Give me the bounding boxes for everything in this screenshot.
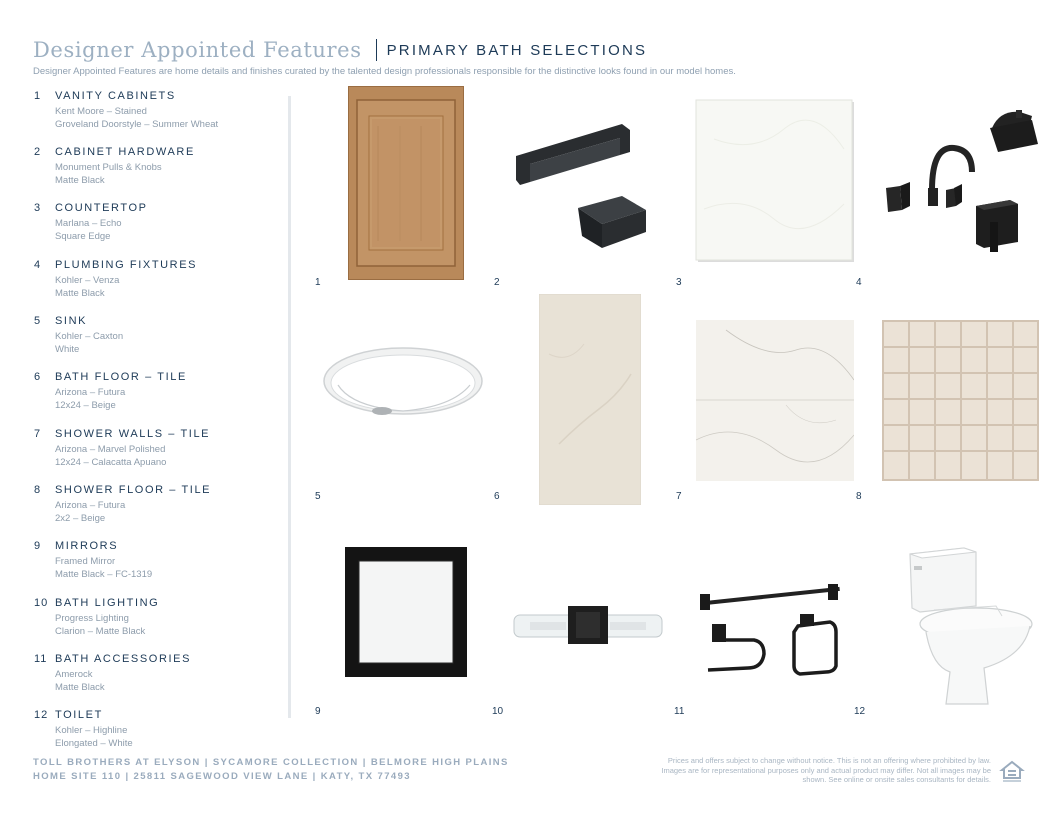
selection-title: SHOWER FLOOR – TILE	[55, 484, 212, 496]
title-text: Designer Appointed Features	[33, 38, 362, 62]
grid-number: 11	[674, 706, 685, 717]
page-description: Designer Appointed Features are home details and finishes curated by the talented design professionals responsible for the distinctive looks found in our model homes.	[33, 66, 736, 77]
vertical-divider	[288, 96, 291, 718]
grid-number: 3	[676, 277, 682, 288]
selection-detail: Arizona – Futura	[55, 387, 126, 398]
selection-detail: Matte Black – FC-1319	[55, 569, 153, 580]
selection-detail: Matte Black	[55, 288, 105, 299]
grid-number: 12	[854, 706, 866, 717]
bath-accessories-swatch	[698, 580, 842, 680]
title-divider	[376, 39, 377, 61]
vanity-cabinet-swatch	[348, 86, 464, 280]
toilet-swatch	[906, 546, 1036, 708]
selection-number: 11	[34, 653, 48, 665]
selection-title: PLUMBING FIXTURES	[55, 259, 198, 271]
grid-number: 5	[315, 491, 321, 502]
selection-title: MIRRORS	[55, 540, 119, 552]
selection-number: 5	[34, 315, 42, 327]
selection-number: 2	[34, 146, 42, 158]
subtitle-text: PRIMARY BATH SELECTIONS	[386, 41, 648, 59]
selection-number: 3	[34, 202, 42, 214]
selection-detail: Amerock	[55, 669, 93, 680]
selection-detail: 12x24 – Calacatta Apuano	[55, 457, 167, 468]
countertop-swatch	[694, 99, 856, 264]
grid-number: 8	[856, 491, 862, 502]
selection-title: SINK	[55, 315, 88, 327]
selection-detail: Marlana – Echo	[55, 218, 122, 229]
selection-detail: Matte Black	[55, 682, 105, 693]
page-title	[33, 34, 647, 66]
selection-detail: 2x2 – Beige	[55, 513, 106, 524]
selection-title: CABINET HARDWARE	[55, 146, 195, 158]
selection-title: VANITY CABINETS	[55, 90, 176, 102]
selection-title: SHOWER WALLS – TILE	[55, 428, 211, 440]
selection-detail: Matte Black	[55, 175, 105, 186]
selection-number: 1	[34, 90, 42, 102]
grid-number: 10	[492, 706, 504, 717]
selection-title: BATH ACCESSORIES	[55, 653, 192, 665]
grid-number: 2	[494, 277, 500, 288]
selection-detail: Elongated – White	[55, 738, 133, 749]
shower-wall-tile-swatch	[696, 320, 854, 481]
selection-detail: Kent Moore – Stained	[55, 106, 147, 117]
selection-detail: White	[55, 344, 80, 355]
community-info	[33, 756, 509, 784]
selection-detail: Monument Pulls & Knobs	[55, 162, 162, 173]
selection-detail: 12x24 – Beige	[55, 400, 116, 411]
homesite-line: HOME SITE 110 | 25811 SAGEWOOD VIEW LANE | KATY, TX 77493	[33, 771, 411, 782]
selection-title: COUNTERTOP	[55, 202, 148, 214]
selection-detail: Clarion – Matte Black	[55, 626, 146, 637]
selection-title: BATH FLOOR – TILE	[55, 371, 187, 383]
selection-detail: Kohler – Venza	[55, 275, 120, 286]
selection-detail: Arizona – Futura	[55, 500, 126, 511]
community-line: TOLL BROTHERS AT ELYSON | SYCAMORE COLLECTION | BELMORE HIGH PLAINS	[33, 757, 509, 768]
selection-number: 12	[34, 709, 49, 721]
selection-title: BATH LIGHTING	[55, 597, 160, 609]
selection-detail: Progress Lighting	[55, 613, 129, 624]
selection-detail: Groveland Doorstyle – Summer Wheat	[55, 119, 219, 130]
shower-floor-tile-swatch	[882, 320, 1039, 481]
selection-number: 7	[34, 428, 42, 440]
plumbing-fixtures-swatch	[880, 106, 1042, 252]
disclaimer: Prices and offers subject to change without notice. This is not an offering where prohibited by law. Images are for representational purposes only and actual product may differ. Not all images may be shown. See online or onsite sales consultants for details.	[661, 756, 991, 784]
grid-number: 1	[315, 277, 321, 288]
mirror-swatch	[345, 547, 467, 677]
cabinet-hardware-swatch	[512, 120, 662, 255]
selection-detail: Kohler – Caxton	[55, 331, 124, 342]
bath-floor-tile-swatch	[539, 294, 641, 505]
selection-detail: Arizona – Marvel Polished	[55, 444, 166, 455]
selection-number: 8	[34, 484, 42, 496]
selection-number: 10	[34, 597, 49, 609]
selection-title: TOILET	[55, 709, 103, 721]
selection-number: 4	[34, 259, 42, 271]
selection-number: 6	[34, 371, 42, 383]
selection-detail: Kohler – Highline	[55, 725, 128, 736]
grid-number: 6	[494, 491, 500, 502]
grid-number: 9	[315, 706, 321, 717]
grid-number: 4	[856, 277, 862, 288]
bath-lighting-swatch	[512, 603, 664, 647]
selection-number: 9	[34, 540, 42, 552]
sink-swatch	[322, 345, 484, 421]
selection-detail: Framed Mirror	[55, 556, 116, 567]
selection-detail: Square Edge	[55, 231, 111, 242]
equal-housing-icon	[999, 758, 1025, 784]
grid-number: 7	[676, 491, 682, 502]
